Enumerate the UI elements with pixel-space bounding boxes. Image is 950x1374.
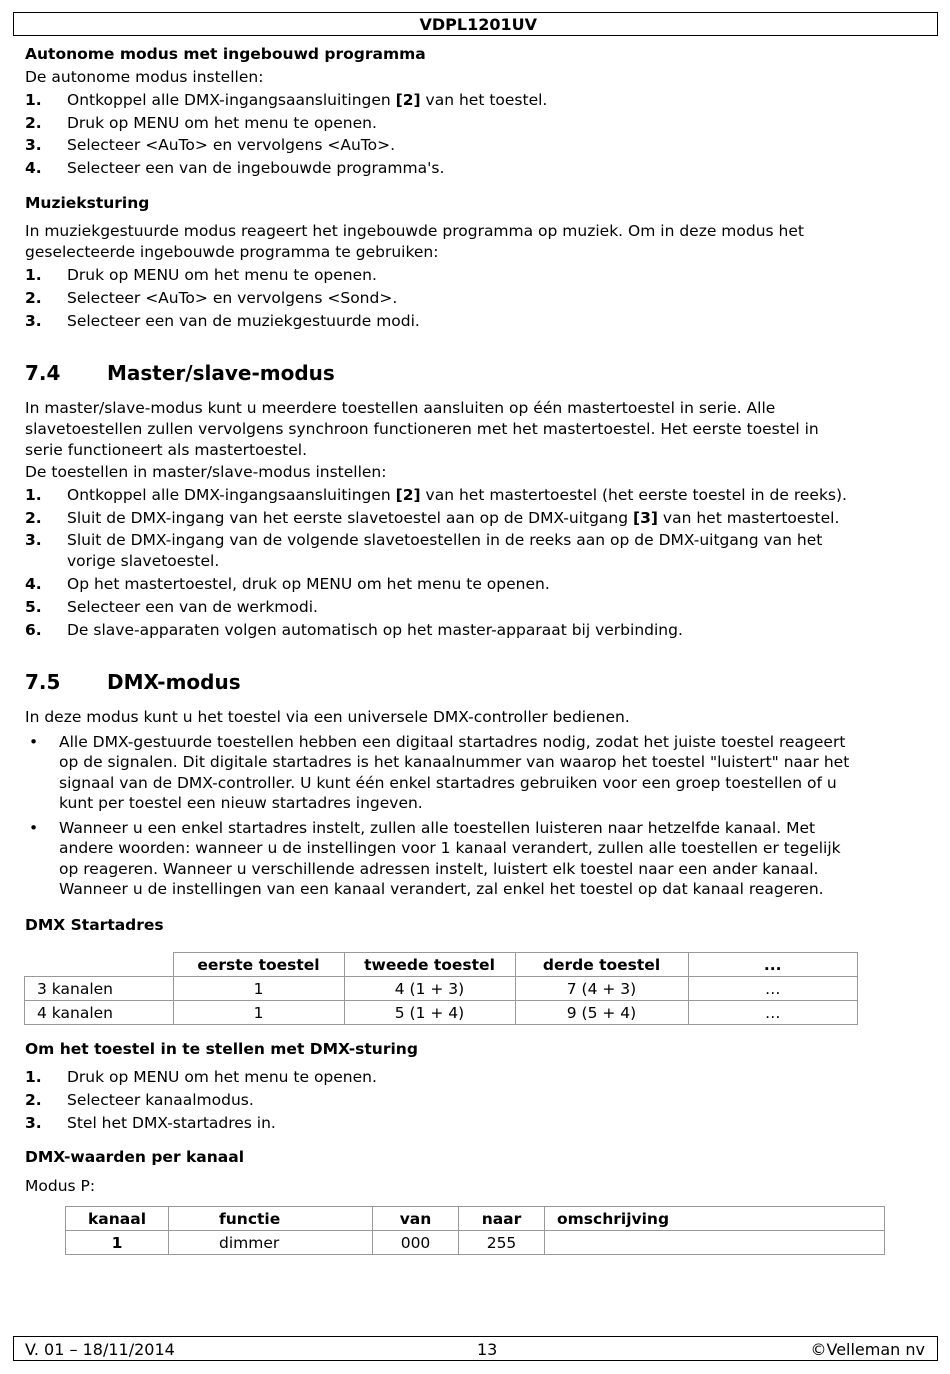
model-name: VDPL1201UV <box>419 15 537 34</box>
table-header-row: eerste toestel tweede toestel derde toestel ... <box>25 953 858 977</box>
table-row: 1 dimmer 000 255 <box>66 1231 885 1255</box>
music-title: Muzieksturing <box>25 194 150 212</box>
table-row: 4 kanalen 1 5 (1 + 4) 9 (5 + 4) … <box>25 1001 858 1025</box>
music-intro: geselecteerde ingebouwde programma te gebruiken: <box>25 243 439 261</box>
section-number: 7.5 <box>25 670 61 694</box>
music-intro: In muziekgestuurde modus reageert het ingebouwde programma op muziek. Om in deze modus het <box>25 222 804 240</box>
section-title: DMX-modus <box>107 670 241 694</box>
paragraph: serie functioneert als mastertoestel. <box>25 441 308 459</box>
page-number: 13 <box>477 1340 498 1359</box>
auto-intro: De autonome modus instellen: <box>25 68 264 86</box>
section-number: 7.4 <box>25 361 61 385</box>
page-footer <box>13 1336 938 1361</box>
table-header-row: kanaal functie van naar omschrijving <box>66 1207 885 1231</box>
startadres-table <box>24 952 858 1025</box>
setup-title: Om het toestel in te stellen met DMX-sturing <box>25 1040 418 1058</box>
mode-label: Modus P: <box>25 1177 96 1195</box>
dmx-intro: In deze modus kunt u het toestel via een universele DMX-controller bedienen. <box>25 708 630 726</box>
ms-intro: De toestellen in master/slave-modus instellen: <box>25 463 387 481</box>
copyright: ©Velleman nv <box>810 1340 925 1359</box>
section-title: Master/slave-modus <box>107 361 335 385</box>
auto-title: Autonome modus met ingebouwd programma <box>25 45 426 63</box>
values-title: DMX-waarden per kanaal <box>25 1148 245 1166</box>
startadres-title: DMX Startadres <box>25 916 164 934</box>
table-row: 3 kanalen 1 4 (1 + 3) 7 (4 + 3) … <box>25 977 858 1001</box>
page-header <box>13 12 938 36</box>
paragraph: In master/slave-modus kunt u meerdere toestellen aansluiten op één mastertoestel in serie. Alle <box>25 399 776 417</box>
values-table <box>65 1206 885 1255</box>
version-date: V. 01 – 18/11/2014 <box>25 1340 175 1359</box>
paragraph: slavetoestellen zullen vervolgens synchroon functioneren met het mastertoestel. Het eerste toestel in <box>25 420 819 438</box>
